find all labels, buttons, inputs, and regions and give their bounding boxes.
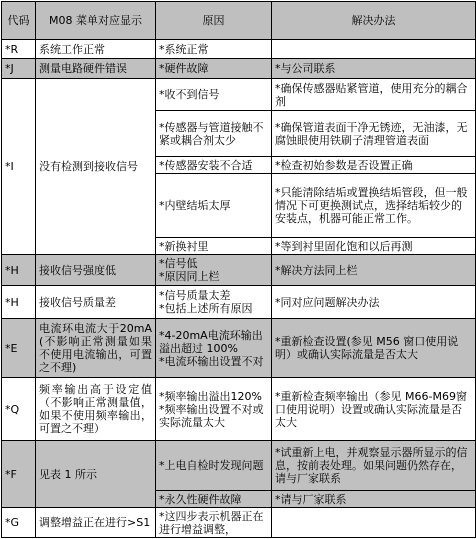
table-row — [2, 286, 476, 319]
header-solution: 解决办法 — [272, 2, 476, 40]
table-row — [2, 378, 476, 441]
row-cause: *传感器安装不合适 — [156, 157, 272, 174]
row-display: 接收信号质量差 — [36, 286, 156, 319]
row-code: *F — [2, 441, 36, 508]
row-solution: *确保传感器贴紧管道，使用充分的耦合剂 — [272, 79, 476, 111]
row-solution: *试重新上电，并观察显示器所显示的信息，按前表处理。如果问题仍然存在，请与厂家联系 — [272, 441, 476, 491]
row-display: 系统工作正常 — [36, 40, 156, 59]
row-code: *J — [2, 59, 36, 79]
row-solution: *重新检查设置(参见 M56 窗口使用说明）或确认实际流量是否太大 — [272, 319, 476, 378]
row-solution: *等到衬里固化饱和以后再测 — [272, 238, 476, 255]
row-code: *E — [2, 319, 36, 378]
row-code: *R — [2, 40, 36, 59]
row-cause: *收不到信号 — [156, 79, 272, 111]
row-code: *H — [2, 255, 36, 286]
row-cause: *4-20mA电流环输出溢出超过 100% *电流环输出设置不对 — [156, 319, 272, 378]
row-display: 调整增益正在进行>S1 — [36, 508, 156, 538]
row-cause: *这四步表示机器正在进行增益调整， — [156, 508, 272, 538]
row-solution: *只能清除结垢或置换结垢管段，但一般情况下可更换测试点，选择结垢较少的安装点，机器可能正常工作。 — [272, 174, 476, 238]
table-row — [2, 255, 476, 286]
row-cause: *系统正常 — [156, 40, 272, 59]
row-display: 没有检测到接收信号 — [36, 79, 156, 255]
header-display: M08 菜单对应显示 — [36, 2, 156, 40]
table-row — [2, 508, 476, 538]
row-solution: *检查初始参数是否设置正确 — [272, 157, 476, 174]
row-solution — [272, 508, 476, 538]
row-display: 电流环电流大于20mA(不影响正常测量如果不使用电流输出，可置之不理) — [36, 319, 156, 378]
table-row — [2, 40, 476, 59]
row-code: *I — [2, 79, 36, 255]
row-cause: *频率输出溢出120% *频率输出设置不对或实际流量太大 — [156, 378, 272, 441]
row-solution: *与公司联系 — [272, 59, 476, 79]
row-display: 测量电路硬件错误 — [36, 59, 156, 79]
row-cause: *内壁结垢太厚 — [156, 174, 272, 238]
row-code: *H — [2, 286, 36, 319]
row-cause: *新换衬里 — [156, 238, 272, 255]
row-cause: *上电自检时发现问题 — [156, 441, 272, 491]
row-cause: *永久性硬件故障 — [156, 491, 272, 508]
row-cause: *信号低 *原因同上栏 — [156, 255, 272, 286]
row-solution — [272, 40, 476, 59]
row-cause: *信号质量太差 *包括上述所有原因 — [156, 286, 272, 319]
header-cause: 原因 — [156, 2, 272, 40]
table-row — [2, 79, 476, 111]
row-cause: *传感器与管道接触不紧或耦合剂太少 — [156, 111, 272, 157]
row-code: *Q — [2, 378, 36, 441]
row-solution: *重新检查频率输出（参见 M66-M69窗口使用说明）设置或确认实际流量是否太大 — [272, 378, 476, 441]
header-code: 代码 — [2, 2, 36, 40]
row-code: *G — [2, 508, 36, 538]
row-cause: *硬件故障 — [156, 59, 272, 79]
table-row — [2, 441, 476, 491]
table-row — [2, 59, 476, 79]
row-solution: *解决方法同上栏 — [272, 255, 476, 286]
row-solution: *请与厂家联系 — [272, 491, 476, 508]
row-solution: *同对应问题解决办法 — [272, 286, 476, 319]
table-row — [2, 319, 476, 378]
table-header-row — [2, 2, 476, 40]
row-display: 频率输出高于设定值（不影响正常测量值，如果不使用频率输出，可置之不理） — [36, 378, 156, 441]
row-display: 接收信号强度低 — [36, 255, 156, 286]
row-solution: *确保管道表面干净无锈迹，无油漆，无腐蚀眼使用铁刷子清理管道表面 — [272, 111, 476, 157]
row-display: 见表 1 所示 — [36, 441, 156, 508]
fault-code-table — [1, 1, 476, 538]
